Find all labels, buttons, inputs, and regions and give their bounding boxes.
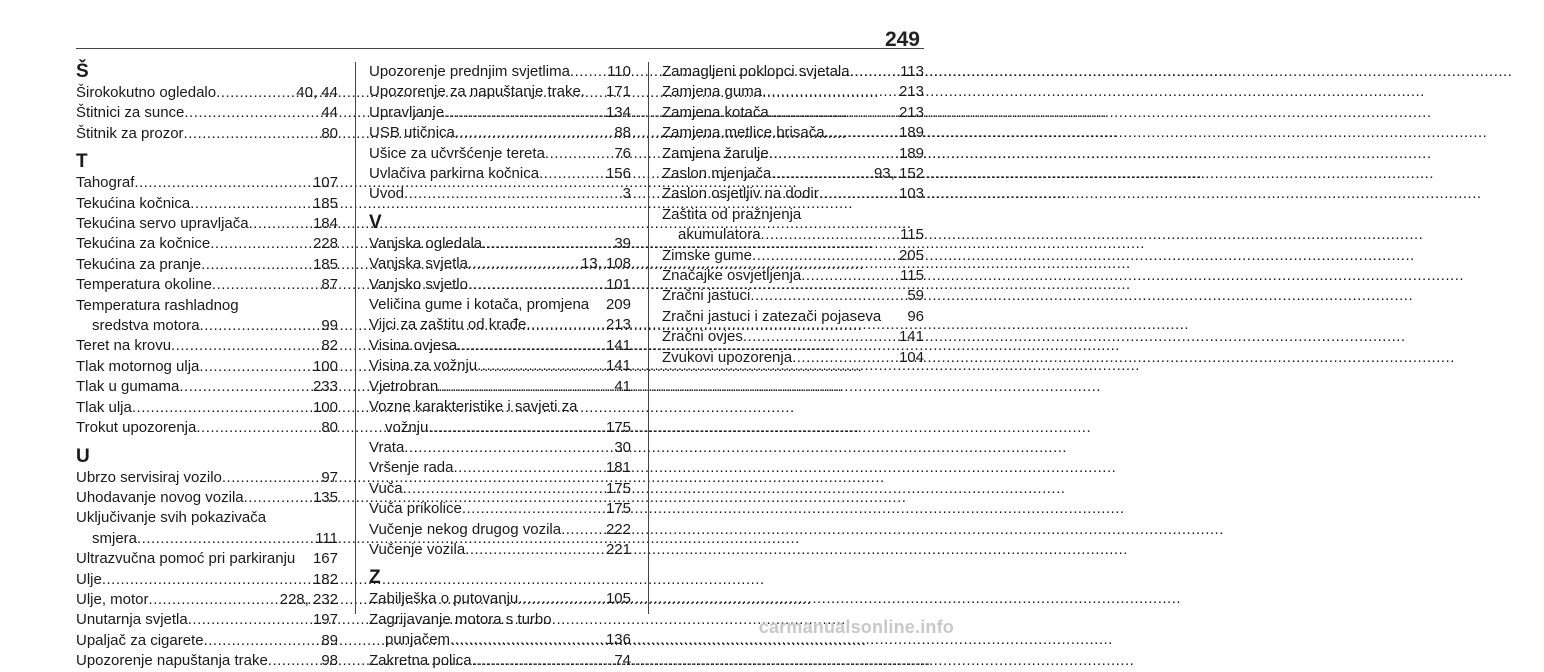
- index-entry-term: Tlak u gumama: [76, 378, 180, 396]
- index-entry-pages[interactable]: 213: [605, 316, 631, 334]
- index-entry-pages[interactable]: 89: [321, 631, 338, 649]
- index-entry-term: Zamjena metlice brisača: [662, 124, 825, 142]
- leader-dots: [545, 144, 613, 164]
- index-entry-term: Zaštita od pražnjenja: [662, 205, 802, 223]
- index-entry-pages[interactable]: 111: [315, 529, 338, 547]
- index-entry-pages[interactable]: 228, 232: [279, 590, 338, 608]
- index-entry-term: Tlak motornog ulja: [76, 357, 200, 375]
- index-entry-term: Ultrazvučna pomoć pri parkiranju: [76, 550, 296, 568]
- index-entry: [369, 275, 631, 295]
- index-entry-pages[interactable]: 59: [907, 287, 924, 305]
- leader-dots: [428, 418, 605, 438]
- index-entry-term: Zagrijavanje motora s turbo: [369, 610, 552, 628]
- index-entry-pages[interactable]: 175: [605, 479, 631, 497]
- index-entry-pages[interactable]: 97: [321, 468, 338, 486]
- index-entry: [369, 589, 631, 609]
- index-entry-pages[interactable]: 141: [605, 357, 631, 375]
- index-entry-pages[interactable]: 141: [898, 328, 924, 346]
- index-entry: [369, 651, 631, 671]
- index-entry-pages[interactable]: 39: [614, 234, 631, 252]
- index-entry-pages[interactable]: 213: [898, 83, 924, 101]
- index-entry-pages[interactable]: 221: [605, 540, 631, 558]
- index-entry-pages[interactable]: 103: [898, 185, 924, 203]
- index-entry: [76, 214, 338, 234]
- leader-dots: [179, 377, 312, 397]
- index-entry-pages[interactable]: 205: [898, 246, 924, 264]
- index-entry-term: Vršenje rada: [369, 459, 454, 477]
- index-entry-pages[interactable]: 41: [614, 377, 631, 395]
- leader-dots: [472, 651, 614, 671]
- leader-dots: [792, 348, 898, 368]
- index-entry: [369, 103, 631, 123]
- leader-dots: [404, 438, 613, 458]
- index-entry-term: Značajke osvjetljenja: [662, 267, 802, 285]
- index-entry: [76, 234, 338, 254]
- leader-dots: [477, 356, 605, 376]
- index-entry: [76, 631, 338, 651]
- index-entry-pages[interactable]: 110: [607, 63, 631, 80]
- index-entry-term: Ušice za učvršćenje tereta: [369, 144, 545, 162]
- page-number: 249: [884, 28, 920, 51]
- index-column-1: [76, 62, 338, 672]
- index-entry-term: Zvukovi upozorenja: [662, 348, 793, 366]
- leader-dots: [403, 479, 605, 499]
- index-entry-term: Uvlačiva parkirna kočnica: [369, 165, 540, 183]
- index-entry: [369, 234, 631, 254]
- index-entry-term: Veličina gume i kotača, promjena: [369, 296, 590, 314]
- index-entry: [369, 254, 631, 274]
- header-rule: [76, 48, 924, 49]
- index-entry-pages[interactable]: 93, 152: [873, 165, 924, 183]
- index-entry-continuation: vožnju: [385, 418, 429, 436]
- index-entry-pages[interactable]: 185: [312, 255, 338, 273]
- leader-dots: [752, 246, 898, 266]
- index-entry: [662, 82, 924, 102]
- index-entry: [76, 124, 338, 144]
- index-entry: [76, 275, 338, 295]
- leader-dots: [561, 520, 605, 540]
- index-entry: [369, 356, 631, 376]
- index-entry: [76, 103, 338, 123]
- leader-dots: [201, 255, 312, 275]
- index-entry-term: Vanjska svjetla: [369, 255, 468, 273]
- index-entry-term: Ulje, motor: [76, 590, 149, 608]
- index-entry-pages[interactable]: 175: [605, 418, 631, 436]
- index-entry-pages[interactable]: 135: [312, 488, 338, 506]
- index-entry: [76, 336, 338, 356]
- leader-dots: [539, 164, 605, 184]
- index-entry: [369, 62, 631, 82]
- section-letter: Š: [76, 61, 89, 82]
- index-entry-term: Vjetrobran: [369, 377, 439, 395]
- leader-dots: [468, 275, 605, 295]
- index-entry-term: Zabilješka o putovanju: [369, 590, 519, 608]
- index-entry: [662, 307, 924, 327]
- leader-dots: [244, 488, 312, 508]
- leader-dots: [210, 234, 312, 254]
- index-entry: [76, 398, 338, 418]
- index-entry: [662, 184, 924, 204]
- index-entry: [76, 529, 338, 549]
- index-entry: [369, 184, 631, 204]
- index-entry: [76, 468, 338, 488]
- index-entry: [76, 194, 338, 214]
- leader-dots: [190, 194, 312, 214]
- leader-dots: [465, 540, 605, 560]
- index-entry-pages[interactable]: 87: [321, 276, 338, 294]
- index-entry: [369, 438, 631, 458]
- index-entry-pages[interactable]: 175: [605, 500, 631, 518]
- leader-dots: [132, 398, 312, 418]
- index-entry: [662, 62, 924, 82]
- index-entry-term: Vozne karakteristike i savjeti za: [369, 398, 578, 416]
- index-entry: [369, 336, 631, 356]
- index-entry-pages[interactable]: 104: [898, 348, 924, 366]
- index-entry: [76, 255, 338, 275]
- leader-dots: [102, 570, 312, 590]
- leader-dots: [454, 458, 605, 478]
- index-entry-pages[interactable]: 82: [321, 337, 338, 355]
- column-divider: [355, 62, 356, 614]
- leader-dots: [750, 286, 906, 306]
- index-entry-term: Teret na krovu: [76, 337, 172, 355]
- index-entry: [369, 82, 631, 102]
- index-entry-term: Zakretna polica: [369, 651, 472, 669]
- leader-dots: [743, 327, 898, 347]
- index-entry-term: USB utičnica: [369, 124, 455, 142]
- index-entry-term: Vučenje vozila: [369, 540, 466, 558]
- index-entry: [369, 418, 631, 438]
- leader-dots: [825, 123, 898, 143]
- index-entry: [662, 144, 924, 164]
- index-entry: [76, 316, 338, 336]
- index-entry: [76, 377, 338, 397]
- index-entry: [369, 499, 631, 519]
- leader-dots: [819, 184, 898, 204]
- index-entry-term: Zračni jastuci: [662, 287, 751, 305]
- index-entry-term: Trokut upozorenja: [76, 419, 197, 437]
- index-entry-term: Temperatura okoline: [76, 276, 212, 294]
- index-entry-term: Štitnici za sunce: [76, 104, 185, 122]
- index-entry: [662, 123, 924, 143]
- section-letter: T: [76, 151, 88, 173]
- index-entry-term: Uključivanje svih pokazivača: [76, 509, 267, 527]
- index-entry-term: Upaljač za cigarete: [76, 631, 204, 649]
- index-entry: [662, 266, 924, 286]
- index-entry-term: Upravljanje: [369, 103, 445, 121]
- leader-dots: [455, 123, 613, 143]
- index-entry-pages[interactable]: 13, 108: [580, 255, 631, 273]
- index-entry: [369, 540, 631, 560]
- index-entry-term: Visina ovjesa: [369, 336, 458, 354]
- index-entry-pages[interactable]: 141: [605, 336, 631, 354]
- index-entry-pages[interactable]: 136: [605, 631, 631, 649]
- index-entry: [662, 103, 924, 123]
- index-entry-term: Zamjena žarulje: [662, 144, 769, 162]
- index-entry-term: Tekućina za pranje: [76, 255, 202, 273]
- index-entry-term: Tahograf: [76, 174, 135, 192]
- index-entry-term: Tekućina kočnica: [76, 194, 191, 212]
- index-entry: [369, 144, 631, 164]
- index-column-3: [662, 62, 924, 368]
- index-entry-term: Zamagljeni poklopci svjetala: [662, 63, 850, 80]
- leader-dots: [468, 254, 580, 274]
- index-entry: [369, 630, 631, 650]
- index-entry-pages[interactable]: 222: [605, 520, 631, 538]
- index-entry: [369, 520, 631, 540]
- index-entry-term: Širokokutno ogledalo: [76, 84, 217, 101]
- index-entry-pages[interactable]: 113: [900, 63, 924, 80]
- leader-dots: [526, 315, 605, 335]
- index-entry-pages[interactable]: 213: [898, 103, 924, 121]
- index-entry-term: Zračni jastuci i zatezači pojaseva: [662, 307, 882, 325]
- leader-dots: [199, 357, 312, 377]
- leader-dots: [204, 631, 321, 651]
- index-entry-pages[interactable]: 115: [900, 267, 924, 285]
- leader-dots: [184, 103, 320, 123]
- index-entry-term: Vanjsko svjetlo: [369, 275, 468, 293]
- index-entry-term: Tekućina servo upravljača: [76, 215, 249, 233]
- index-entry: [76, 357, 338, 377]
- section-letter: V: [369, 211, 382, 233]
- index-entry-term: Zamjena kotača: [662, 103, 769, 121]
- index-entry-term: Vuča prikolice: [369, 500, 462, 518]
- index-entry-pages[interactable]: 30: [614, 438, 631, 456]
- index-entry-pages[interactable]: 184: [312, 215, 338, 233]
- watermark: carmanualsonline.info: [758, 617, 954, 637]
- index-entry-pages[interactable]: 228: [312, 235, 338, 253]
- index-entry-term: Uvod: [369, 185, 405, 203]
- leader-dots: [222, 468, 320, 488]
- index-entry-term: Vanjska ogledala: [369, 234, 483, 252]
- section-letter: Z: [369, 567, 381, 589]
- index-entry-pages[interactable]: 44: [321, 104, 338, 122]
- index-entry-pages[interactable]: 80: [321, 419, 338, 437]
- leader-dots: [518, 589, 605, 609]
- index-entry-pages[interactable]: 171: [605, 83, 631, 101]
- leader-dots: [212, 275, 320, 295]
- index-entry: [369, 458, 631, 478]
- index-entry: [369, 164, 631, 184]
- index-entry-pages[interactable]: 76: [614, 144, 631, 162]
- index-entry: [369, 377, 631, 397]
- index-entry-pages[interactable]: 88: [614, 124, 631, 142]
- index-entry-pages[interactable]: 189: [898, 124, 924, 142]
- leader-dots: [769, 144, 898, 164]
- index-entry-term: Zamjena guma: [662, 83, 763, 101]
- index-entry-pages[interactable]: 156: [605, 165, 631, 183]
- index-entry-continuation: sredstva motora: [92, 317, 200, 335]
- index-entry: [76, 549, 338, 569]
- leader-dots: [801, 266, 899, 286]
- index-entry: [76, 418, 338, 438]
- index-entry-pages[interactable]: 209: [605, 296, 631, 314]
- leader-dots: [450, 630, 605, 650]
- leader-dots: [769, 103, 898, 123]
- index-entry: [662, 286, 924, 306]
- index-column-2: [369, 62, 631, 671]
- leader-dots: [462, 499, 605, 519]
- index-entry: [76, 488, 338, 508]
- index-entry-pages[interactable]: 40, 44: [296, 84, 338, 101]
- index-entry: [662, 348, 924, 368]
- index-entry: [369, 479, 631, 499]
- index-entry-pages[interactable]: 115: [900, 226, 924, 244]
- index-entry-term: Upozorenje prednjim svjetlima: [369, 63, 570, 80]
- index-entry-pages[interactable]: 105: [605, 590, 631, 608]
- index-entry-term: Unutarnja svjetla: [76, 611, 188, 629]
- index-entry-term: Štitnik za prozor: [76, 124, 184, 142]
- index-entry-term: Ulje: [76, 570, 102, 588]
- index-entry-pages[interactable]: 197: [312, 611, 338, 629]
- leader-dots: [771, 164, 873, 184]
- index-entry-continuation: akumulatora: [678, 226, 761, 244]
- index-entry: [369, 295, 631, 315]
- index-entry: [76, 590, 338, 610]
- index-entry-term: Zaslon mjenjača: [662, 165, 772, 183]
- column-divider: [648, 62, 649, 614]
- leader-dots: [457, 336, 605, 356]
- leader-dots: [268, 651, 321, 671]
- leader-dots: [184, 124, 321, 144]
- index-entry-pages[interactable]: 96: [907, 307, 924, 325]
- index-entry-pages[interactable]: 100: [312, 398, 338, 416]
- leader-dots: [850, 62, 899, 82]
- leader-dots: [196, 418, 320, 438]
- index-entry-pages[interactable]: 101: [605, 275, 631, 293]
- index-entry-term: Tekućina za kočnice: [76, 235, 211, 253]
- index-entry-term: Zračni ovjes: [662, 328, 743, 346]
- index-entry-pages[interactable]: 185: [312, 194, 338, 212]
- index-entry: [662, 327, 924, 347]
- leader-dots: [444, 103, 605, 123]
- index-entry-term: Vijci za zaštitu od krađe: [369, 316, 527, 334]
- index-entry: [662, 225, 924, 245]
- leader-dots: [149, 590, 279, 610]
- index-entry-term: Vrata: [369, 438, 405, 456]
- index-entry: [76, 651, 338, 671]
- index-entry-pages[interactable]: 181: [605, 459, 631, 477]
- index-entry-pages[interactable]: 99: [321, 317, 338, 335]
- index-entry-term: Upozorenje za napuštanje trake.: [369, 83, 585, 101]
- index-entry: [369, 123, 631, 143]
- index-entry-pages[interactable]: 98: [321, 652, 338, 670]
- index-entry: [662, 164, 924, 184]
- index-entry: [76, 570, 338, 590]
- leader-dots: [137, 529, 314, 549]
- leader-dots: [482, 234, 613, 254]
- leader-dots: [200, 316, 321, 336]
- index-entry-term: Visina za vožnju: [369, 357, 478, 375]
- leader-dots: [404, 184, 622, 204]
- leader-dots: [216, 83, 295, 103]
- index-entry-term: Vuča: [369, 479, 403, 497]
- leader-dots: [761, 225, 900, 245]
- index-entry-pages[interactable]: 3: [622, 185, 631, 203]
- index-entry-term: Ubrzo servisiraj vozilo: [76, 468, 222, 486]
- index-entry-continuation: smjera: [92, 529, 138, 547]
- index-entry-pages[interactable]: 100: [312, 357, 338, 375]
- index-entry-pages[interactable]: 189: [898, 144, 924, 162]
- leader-dots: [171, 336, 320, 356]
- index-entry-term: Zaslon osjetljiv na dodir: [662, 185, 819, 203]
- index-entry-term: Uhodavanje novog vozila: [76, 488, 244, 506]
- index-entry: [76, 83, 338, 103]
- index-entry-pages[interactable]: 74: [614, 651, 631, 669]
- index-entry: [76, 610, 338, 630]
- index-entry-continuation: punjačem: [385, 631, 451, 649]
- index-entry-term: Upozorenje napuštanja trake: [76, 652, 268, 670]
- index-entry-pages[interactable]: 233: [312, 378, 338, 396]
- index-entry: [369, 315, 631, 335]
- index-entry-pages[interactable]: 182: [312, 570, 338, 588]
- index-entry-term: Tlak ulja: [76, 398, 132, 416]
- leader-dots: [134, 173, 312, 193]
- index-entry: [76, 173, 338, 193]
- index-entry-pages[interactable]: 107: [312, 174, 338, 192]
- index-entry: [662, 246, 924, 266]
- index-entry-pages[interactable]: 134: [605, 103, 631, 121]
- index-entry-term: Temperatura rashladnog: [76, 296, 239, 314]
- leader-dots: [249, 214, 312, 234]
- index-entry-pages[interactable]: 167: [312, 550, 338, 568]
- leader-dots: [762, 82, 898, 102]
- leader-dots: [438, 377, 613, 397]
- section-letter: U: [76, 445, 90, 467]
- index-entry-term: Zimske gume: [662, 246, 753, 264]
- leader-dots: [570, 62, 606, 82]
- index-entry-pages[interactable]: 80: [321, 124, 338, 142]
- leader-dots: [188, 610, 312, 630]
- index-entry-term: Vučenje nekog drugog vozila: [369, 520, 562, 538]
